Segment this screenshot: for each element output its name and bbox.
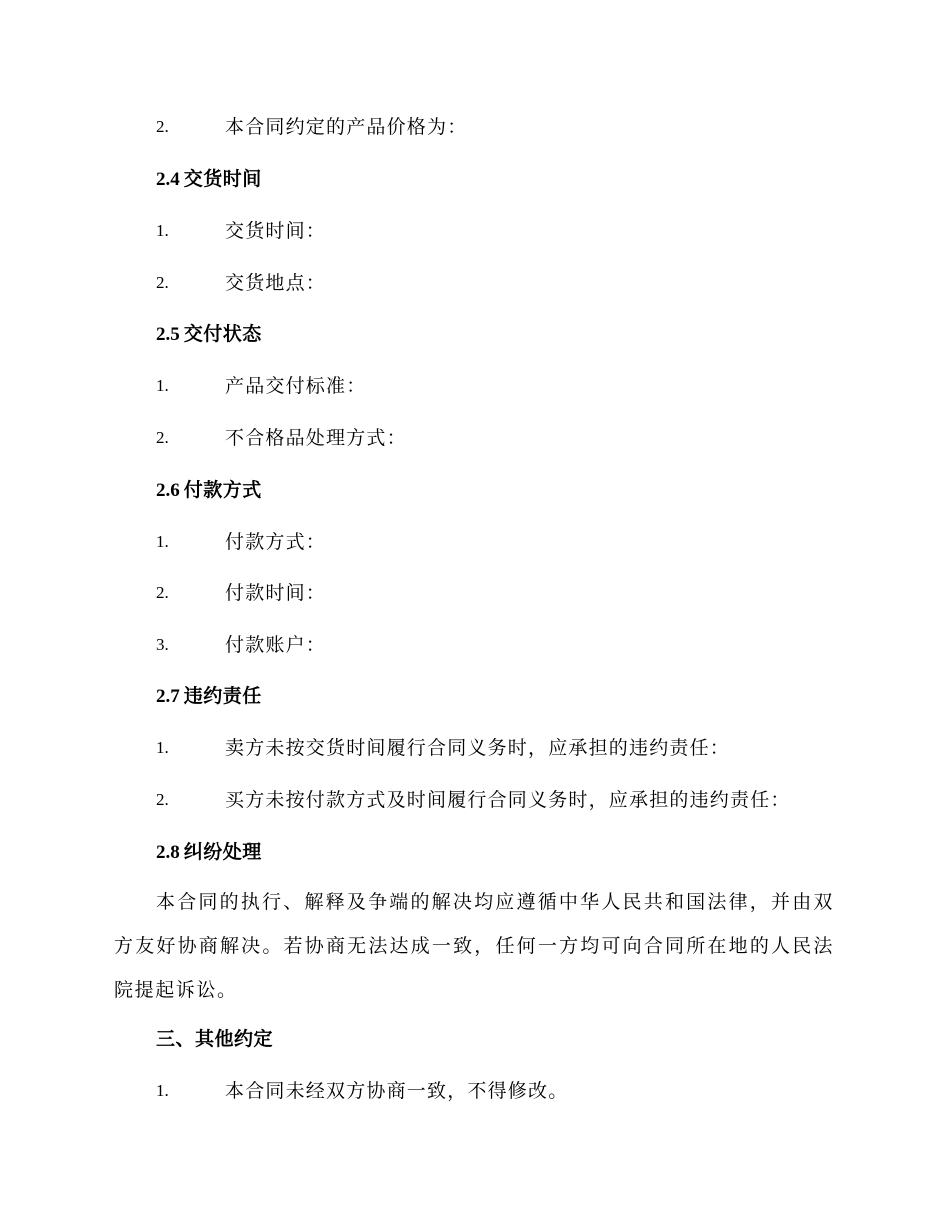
list-number: 1. [156,376,169,395]
list-number: 1. [156,738,169,757]
list-text: 产品交付标准： [225,375,367,397]
section-number: 2.6 [156,480,180,501]
list-text: 付款账户： [225,634,327,656]
list-number: 3. [156,635,169,654]
list-text: 卖方未按交货时间履行合同义务时，应承担的违约责任： [225,737,731,759]
section-title: 纠纷处理 [183,841,262,863]
list-text: 交货地点： [225,272,327,294]
list-number: 1. [156,532,169,551]
section-title: 交付状态 [183,323,262,345]
list-text: 本合同约定的产品价格为： [225,116,468,138]
list-text: 本合同未经双方协商一致，不得修改。 [225,1080,569,1102]
section-number: 2.4 [156,169,180,190]
dispute-paragraph: 本合同的执行、解释及争端的解决均应遵循中华人民共和国法律，并由双方友好协商解决。若协商无法达成一致，任何一方均可向合同所在地的人民法院提起诉讼。 [114,891,834,1001]
list-number: 2. [156,790,169,809]
list-text: 交货时间： [225,220,327,242]
section-title: 三、其他约定 [156,1028,274,1050]
section-number: 2.7 [156,686,180,707]
list-number: 2. [156,583,169,602]
list-number: 1. [156,221,169,240]
list-text: 不合格品处理方式： [225,427,407,449]
list-text: 付款时间： [225,582,327,604]
list-number: 2. [156,428,169,447]
list-number: 2. [156,117,169,136]
list-text: 付款方式： [225,531,327,553]
section-title: 付款方式 [183,479,262,501]
list-number: 2. [156,273,169,292]
section-title: 交货时间 [183,168,262,190]
section-title: 违约责任 [183,685,262,707]
section-number: 2.5 [156,324,180,345]
section-number: 2.8 [156,842,180,863]
list-number: 1. [156,1081,169,1100]
list-text: 买方未按付款方式及时间履行合同义务时，应承担的违约责任： [225,789,791,811]
